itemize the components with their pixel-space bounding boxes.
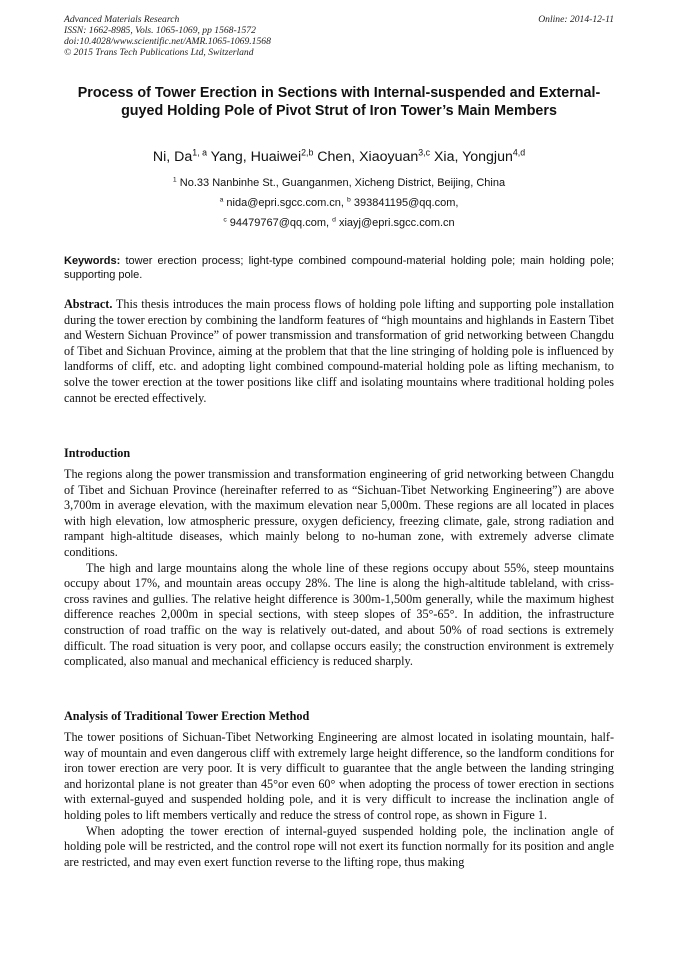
abstract-label: Abstract. <box>64 297 113 311</box>
email-address: 94479767@qq.com, <box>229 217 330 229</box>
paper-title: Process of Tower Erection in Sections with Internal-suspended and External-guyed Holding Pole of Pivot Strut of Iron Tower’s Main Members <box>77 85 601 119</box>
keywords-text: tower erection process; light-type combined compound-material holding pole; main holding pole; supporting pole. <box>64 255 614 281</box>
keywords <box>64 254 614 282</box>
online-date: Online: 2014-12-11 <box>538 14 614 25</box>
author-superscript: 1, a <box>192 147 207 158</box>
email-address: xiayj@epri.sgcc.com.cn <box>338 217 455 229</box>
paragraph: When adopting the tower erection of internal-guyed suspended holding pole, the inclination angle of holding pole will be restricted, and the control rope will not exert its function normally for its position and angle are restricted, and may even exert function reverse to the lifting rope, thus making <box>64 823 614 869</box>
email-line-1 <box>64 196 614 210</box>
author-superscript: 4,d <box>512 147 526 158</box>
email-address: 393841195@qq.com, <box>353 197 459 209</box>
affiliation-text: No.33 Nanbinhe St., Guanganmen, Xicheng District, Beijing, China <box>179 177 506 189</box>
affiliation-superscript: 1 <box>172 176 177 184</box>
email-superscript: c <box>223 216 227 224</box>
doi-line: doi:10.4028/www.scientific.net/AMR.1065-1069.1568 <box>64 36 271 47</box>
analysis-body <box>64 730 614 870</box>
affiliation <box>64 176 614 190</box>
keywords-label: Keywords: <box>64 255 121 267</box>
section-heading-introduction: Introduction <box>64 446 131 460</box>
author-superscript: 2,b <box>301 147 314 158</box>
copyright-line: © 2015 Trans Tech Publications Ltd, Switzerland <box>64 47 254 58</box>
email-superscript: b <box>347 196 351 204</box>
abstract-text: This thesis introduces the main process flows of holding pole lifting and supporting pole installation during the tower erection by combining the landform features of “high mountains and highlands in Eastern Tibet and Western Sichuan Province” of power transmission and transformation of grid networking between Changdu of Tibet and Sichuan Province, aiming at the problem that that the line stringing of holding pole is influenced by landforms of cliff, etc. and adopting light combined compound-material holding pole as lifting mechanism, to solve the tower erection at the tower positions like cliff and isolating mountains where traditional holding poles cannot be erected effectively. <box>64 297 614 405</box>
email-superscript: a <box>219 196 224 204</box>
author-name: Chen, Xiaoyuan <box>317 149 419 165</box>
paragraph: The high and large mountains along the whole line of these regions occupy about 55%, steep mountains occupy about 17%, and mountain areas occupy 28%. The line is along the high-altitude tableland, with criss-cross ravines and gullies. The relative height difference is 300m-1,500m generally, while the maximum highest difference reaches 2,000m in special sections, with steep slopes of 35°-65°. In addition, the infrastructure construction of road traffic on the way is relatively out-dated, and about 50% of road sections is extremely difficult. The road situation is very poor, and collapse occurs easily; the construction environment is extremely complicated, also manual and mechanical efficiency is reduced sharply. <box>64 560 614 669</box>
author-superscript: 3,c <box>418 147 431 158</box>
author-name: Ni, Da <box>152 149 193 165</box>
abstract <box>64 297 614 406</box>
author-list <box>64 148 614 166</box>
author-name: Yang, Huaiwei <box>210 149 302 165</box>
issn-line: ISSN: 1662-8985, Vols. 1065-1069, pp 1568-1572 <box>64 25 256 36</box>
journal-name: Advanced Materials Research <box>64 14 180 25</box>
section-heading-analysis: Analysis of Traditional Tower Erection Method <box>64 709 310 723</box>
author-name: Xia, Yongjun <box>433 149 513 165</box>
email-line-2 <box>64 216 614 230</box>
email-address: nida@epri.sgcc.com.cn, <box>226 197 344 209</box>
journal-header <box>64 14 614 58</box>
email-superscript: d <box>332 216 336 224</box>
paragraph: The tower positions of Sichuan-Tibet Networking Engineering are almost located in isolating mountain, half-way of mountain and even dangerous cliff with extremely large height difference, so the landform conditions for iron tower erection are very poor. It is very difficult to guarantee that the angle between the landing stringing and horizontal plane is not greater than 45°or even 60° when adopting the process of tower erection in sections with external-guyed and suspended holding pole, and it is very difficult to increase the inclination angle of holding poles to lift members vertically and reduce the stress of control rope, as shown in Figure 1. <box>64 730 614 822</box>
paragraph: The regions along the power transmission and transformation engineering of grid networking between Changdu of Tibet and Sichuan Province (hereinafter referred to as “Sichuan-Tibet Networking Engineering”) are above 3,700m in average elevation, with the maximum elevation near 5,000m. These regions are all located in places with high elevation, low atmospheric pressure, oxygen deficiency, freezing climate, gale, strong radiation and rampant high-altitude diseases, which mainly belong to no-human zone, with extremely adverse climate conditions. <box>64 467 614 559</box>
introduction-body <box>64 467 614 670</box>
